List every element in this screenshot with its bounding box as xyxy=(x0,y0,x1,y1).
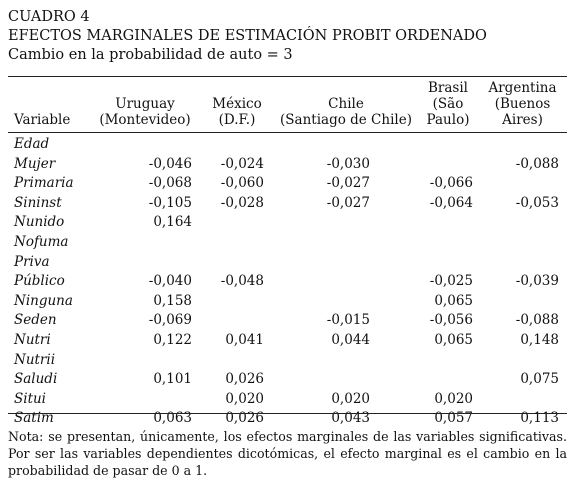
table-caption xyxy=(8,8,487,65)
cell-uruguay: -0,046 xyxy=(148,155,192,172)
cell-argentina xyxy=(478,174,567,194)
cell-mexico: -0,048 xyxy=(220,273,264,290)
cell-uruguay xyxy=(90,390,200,410)
cell-brasil: -0,066 xyxy=(429,175,473,192)
cell-argentina: 0,148 xyxy=(520,331,559,348)
cell-uruguay: 0,063 xyxy=(153,410,192,427)
cell-chile xyxy=(274,233,418,253)
cell-mexico: -0,024 xyxy=(220,155,264,172)
cell-brasil xyxy=(418,370,478,390)
cell-mexico xyxy=(200,233,274,253)
column-header-mexico: México (D.F.) xyxy=(212,96,262,128)
cell-chile: 0,043 xyxy=(331,410,370,427)
cell-brasil: 0,065 xyxy=(434,292,473,309)
cell-argentina: -0,053 xyxy=(515,194,559,211)
cell-mexico: -0,060 xyxy=(220,175,264,192)
table-row xyxy=(8,390,567,410)
row-variable: Primaria xyxy=(14,175,74,192)
row-variable: Ninguna xyxy=(14,292,73,309)
table-number: CUADRO 4 xyxy=(8,9,90,25)
row-variable: Público xyxy=(14,273,65,290)
column-header-brasil: Brasil (São Paulo) xyxy=(426,80,470,128)
cell-mexico xyxy=(200,351,274,371)
column-header-variable: Variable xyxy=(14,112,71,128)
column-header-argentina: Argentina (Buenos Aires) xyxy=(488,80,557,128)
row-variable: Nutri xyxy=(14,331,51,348)
table-row xyxy=(8,272,567,292)
row-variable: Priva xyxy=(14,253,50,270)
cell-chile xyxy=(274,253,418,273)
table-row xyxy=(8,351,567,371)
cell-mexico: 0,041 xyxy=(225,331,264,348)
row-variable: Situi xyxy=(14,390,47,407)
cell-argentina: 0,075 xyxy=(520,371,559,388)
row-variable: Seden xyxy=(14,312,57,329)
cell-uruguay: 0,101 xyxy=(153,371,192,388)
column-header-chile: Chile (Santiago de Chile) xyxy=(280,96,412,128)
cell-chile xyxy=(274,292,418,312)
table-row xyxy=(8,155,567,175)
cell-uruguay xyxy=(90,133,200,155)
cell-brasil xyxy=(418,213,478,233)
cell-mexico xyxy=(200,133,274,155)
cell-chile xyxy=(274,133,418,155)
cell-argentina: 0,113 xyxy=(520,410,559,427)
cell-chile: 0,044 xyxy=(331,331,370,348)
table-row xyxy=(8,194,567,214)
cell-chile xyxy=(274,370,418,390)
cell-brasil: 0,065 xyxy=(434,331,473,348)
cell-uruguay: -0,068 xyxy=(148,175,192,192)
cell-uruguay: -0,069 xyxy=(148,312,192,329)
table-row xyxy=(8,311,567,331)
cell-brasil: -0,056 xyxy=(429,312,473,329)
table-row xyxy=(8,370,567,390)
cell-uruguay: -0,105 xyxy=(148,194,192,211)
cell-brasil: -0,064 xyxy=(429,194,473,211)
cell-mexico xyxy=(200,213,274,233)
column-header-uruguay: Uruguay (Montevideo) xyxy=(99,96,191,128)
cell-argentina: -0,088 xyxy=(515,312,559,329)
table-row xyxy=(8,213,567,233)
cell-mexico xyxy=(200,311,274,331)
cell-brasil xyxy=(418,155,478,175)
marginal-effects-table xyxy=(8,78,567,429)
table-row xyxy=(8,292,567,312)
cell-brasil xyxy=(418,133,478,155)
cell-argentina: -0,088 xyxy=(515,155,559,172)
cell-chile: -0,027 xyxy=(326,194,370,211)
cell-mexico: 0,020 xyxy=(225,390,264,407)
table-row xyxy=(8,233,567,253)
row-variable: Satim xyxy=(14,410,54,427)
cell-mexico: 0,026 xyxy=(225,371,264,388)
table-row xyxy=(8,331,567,351)
cell-brasil xyxy=(418,351,478,371)
row-variable: Nofuma xyxy=(14,233,69,250)
cell-chile: -0,015 xyxy=(326,312,370,329)
table-row xyxy=(8,253,567,273)
cell-uruguay xyxy=(90,233,200,253)
cell-brasil xyxy=(418,253,478,273)
top-rule xyxy=(8,76,567,77)
cell-uruguay: -0,040 xyxy=(148,273,192,290)
row-variable: Sininst xyxy=(14,194,62,211)
cell-argentina xyxy=(478,390,567,410)
cell-uruguay: 0,158 xyxy=(153,292,192,309)
cell-uruguay: 0,164 xyxy=(153,214,192,231)
cell-brasil: 0,020 xyxy=(434,390,473,407)
cell-brasil: -0,025 xyxy=(429,273,473,290)
row-variable: Edad xyxy=(14,136,50,152)
cell-chile: 0,020 xyxy=(331,390,370,407)
cell-brasil: 0,057 xyxy=(434,410,473,427)
table-row xyxy=(8,174,567,194)
cell-argentina xyxy=(478,351,567,371)
row-variable: Nunido xyxy=(14,214,65,231)
cell-chile: -0,027 xyxy=(326,175,370,192)
table-title: EFECTOS MARGINALES DE ESTIMACIÓN PROBIT ORDENADO xyxy=(8,28,487,44)
cell-chile xyxy=(274,213,418,233)
cell-chile xyxy=(274,351,418,371)
cell-mexico xyxy=(200,253,274,273)
cell-uruguay xyxy=(90,351,200,371)
cell-brasil xyxy=(418,233,478,253)
cell-mexico: -0,028 xyxy=(220,194,264,211)
cell-uruguay xyxy=(90,253,200,273)
cell-chile xyxy=(274,272,418,292)
table-footnote: Nota: se presentan, únicamente, los efectos marginales de las variables significativas. Por ser las variables dependientes dicotómicas, el efecto marginal es el cambio en la probabilidad de pasar de 0 a 1. xyxy=(8,429,567,478)
row-variable: Saludi xyxy=(14,371,58,388)
cell-argentina xyxy=(478,233,567,253)
cell-argentina xyxy=(478,292,567,312)
cell-uruguay: 0,122 xyxy=(153,331,192,348)
cell-argentina xyxy=(478,213,567,233)
table-subtitle: Cambio en la probabilidad de auto = 3 xyxy=(8,47,293,63)
table-row xyxy=(8,133,567,155)
cell-argentina xyxy=(478,133,567,155)
row-variable: Mujer xyxy=(14,155,56,172)
table-header-row xyxy=(8,78,567,133)
cell-argentina xyxy=(478,253,567,273)
cell-mexico: 0,026 xyxy=(225,410,264,427)
row-variable: Nutrii xyxy=(14,351,56,368)
cell-chile: -0,030 xyxy=(326,155,370,172)
cell-mexico xyxy=(200,292,274,312)
bottom-rule xyxy=(8,413,567,414)
cell-argentina: -0,039 xyxy=(515,273,559,290)
